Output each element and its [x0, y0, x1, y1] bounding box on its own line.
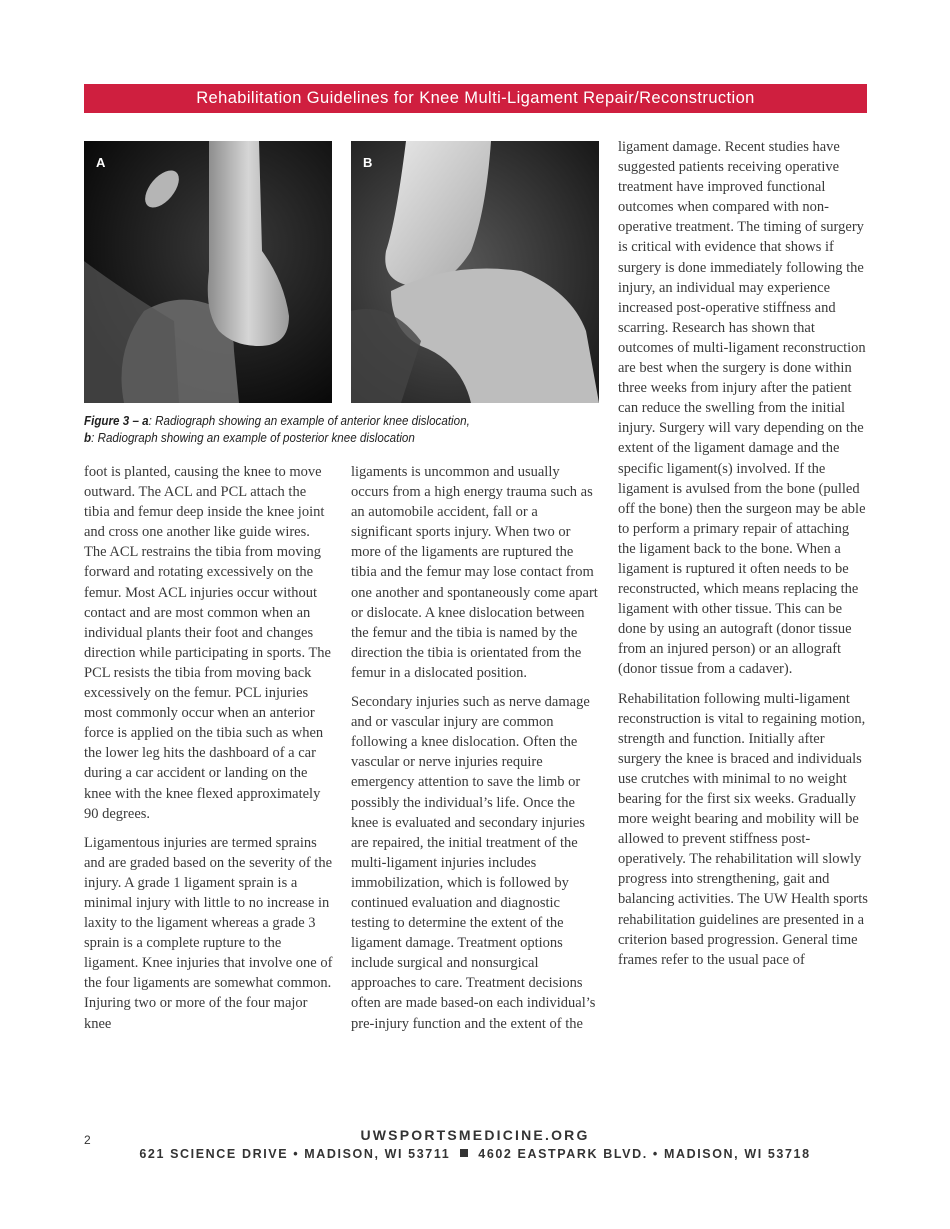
- footer-address: [0, 1147, 950, 1161]
- paragraph: Secondary injuries such as nerve damage and or vascular injury are common following a knee dislocation. Often the vascular or nerve injuries require emergency attention to save the limb or possibly the individual’s life. Once the knee is evaluated and secondary injuries are repaired, the initial treatment of the multi-ligament injuries includes immobilization, which is followed by continued evaluation and diagnostic testing to determine the extent of the ligament damage. Treatment options include surgical and nonsurgical approaches to care. Treatment decisions often are made based-on each individual’s pre-injury function and the extent of the: [351, 694, 596, 1032]
- radiograph-b: [351, 141, 599, 403]
- caption-text-b: : Radiograph showing an example of posterior knee dislocation: [91, 431, 415, 445]
- text-column-2: [351, 462, 601, 1043]
- paragraph: ligament damage. Recent studies have suggested patients receiving operative treatment have improved functional outcomes when compared with non-operative treatment. The timing of surgery is critical with evidence that shows if surgery is done immediately following the injury, an individual may experience increased post-operative stiffness and scarring. Research has shown that outcomes of multi-ligament reconstruction are best when the surgery is done within three weeks from injury after the patient can reduce the swelling from the initial injury. Surgery will vary depending on the extent of the ligament damage and the specific ligament(s) involved. If the ligament is avulsed from the bone (pulled off the bone) then the surgeon may be able to perform a primary repair of attaching the ligament back to the bone. When a ligament is ruptured it often needs to be reconstructed, which means replacing the ligament with other tissue. This can be done by using an autograft (donor tissue from an injured person) or an allograft (donor tissue from a cadaver).: [618, 139, 866, 678]
- radiograph-a-image: [84, 141, 332, 403]
- radiograph-b-image: [351, 141, 599, 403]
- paragraph: ligaments is uncommon and usually occurs from a high energy trauma such as an automobile accident, fall or a significant sports injury. When two or more of the ligaments are ruptured the tibia and the femur may lose contact from one another and spontaneously come apart or dislocate. A knee dislocation between the femur and the tibia is named by the direction the tibia is orientated from the femur in a dislocated position.: [351, 464, 598, 681]
- paragraph: foot is planted, causing the knee to move outward. The ACL and PCL attach the tibia and femur deep inside the knee joint and cross one another like guide wires. The ACL restrains the tibia from moving forward and rotating excessively on the femur. Most ACL injuries occur without contact and are most common when an individual plants their foot and changes direction while participating in sports. The PCL resists the tibia from moving back excessively on the femur. PCL injuries most commonly occur when an anterior force is applied on the tibia such as when the lower leg hits the dashboard of a car during a car accident or landing on the knee with the knee flexed approximately 90 degrees.: [84, 464, 331, 822]
- caption-key-a: Figure 3 – a: [84, 414, 149, 428]
- page-number: 2: [84, 1133, 91, 1147]
- paragraph: Rehabilitation following multi-ligament reconstruction is vital to regaining motion, strength and function. Initially after surgery the knee is braced and individuals use crutches with minimal to no weight bearing for the first six weeks. Gradually more weight bearing and mobility will be allowed to prevent stiffness post-operatively. The rehabilitation will slowly progress into strengthening, gait and balancing activities. The UW Health sports rehabilitation guidelines are presented in a criterion based progression. General time frames refer to the usual pace of: [618, 690, 868, 968]
- caption-key-b: b: [84, 431, 92, 445]
- panel-label-a: A: [96, 155, 106, 170]
- caption-line-b: [84, 430, 568, 447]
- square-separator-icon: [460, 1149, 468, 1157]
- document-title: Rehabilitation Guidelines for Knee Multi-Ligament Repair/Reconstruction: [196, 89, 755, 107]
- text-column-3: [618, 137, 868, 979]
- paragraph: Ligamentous injuries are termed sprains and are graded based on the severity of the injury. A grade 1 ligament sprain is a minimal injury with little to no increase in laxity to the ligament whereas a grade 3 sprain is a complete rupture to the ligament. Knee injuries that involve one of the four ligaments are somewhat common. Injuring two or more of the four major knee: [84, 834, 333, 1032]
- caption-line-a: [84, 413, 568, 430]
- address-science-drive: 621 SCIENCE DRIVE • MADISON, WI 53711: [139, 1147, 451, 1161]
- caption-text-a: : Radiograph showing an example of anterior knee dislocation,: [148, 414, 470, 428]
- text-column-1: [84, 462, 334, 1043]
- footer-website: UWSPORTSMEDICINE.ORG: [360, 1127, 590, 1143]
- panel-label-b: B: [363, 155, 373, 170]
- radiograph-a: [84, 141, 332, 403]
- header-banner: [84, 84, 867, 113]
- address-eastpark: 4602 EASTPARK BLVD. • MADISON, WI 53718: [478, 1147, 811, 1161]
- figure-caption: [84, 413, 568, 447]
